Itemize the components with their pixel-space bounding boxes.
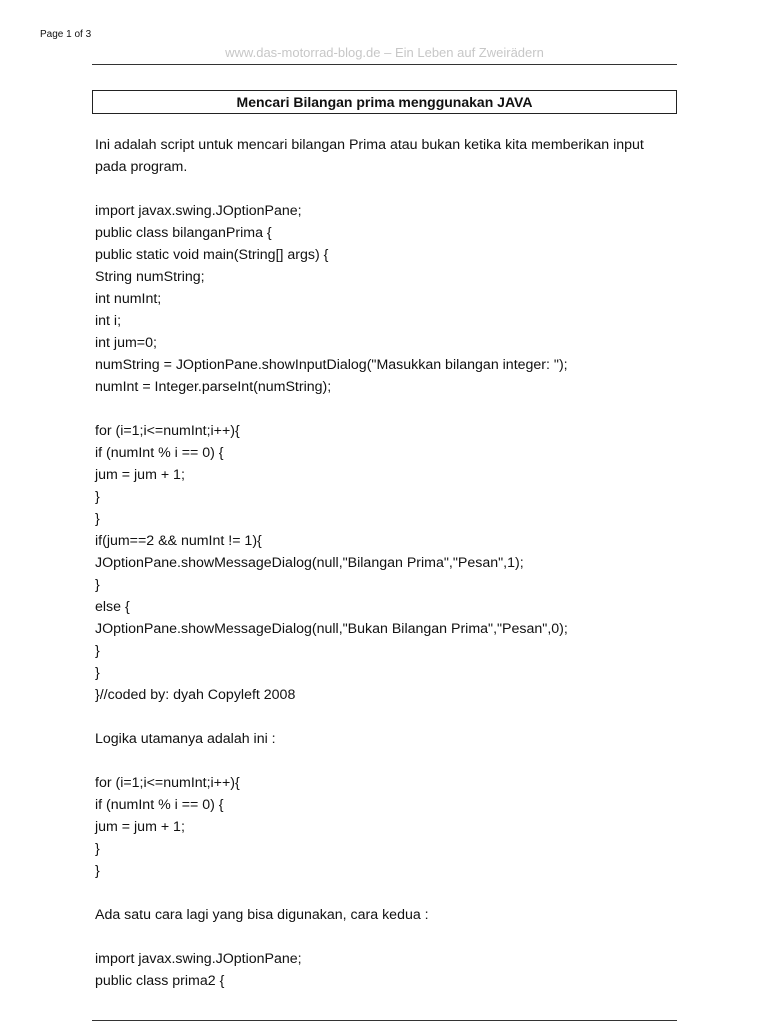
code-block-1b bbox=[95, 420, 675, 706]
code-line: import javax.swing.JOptionPane; bbox=[95, 951, 302, 967]
code-line: numInt = Integer.parseInt(numString); bbox=[95, 379, 332, 395]
code-line: JOptionPane.showMessageDialog(null,"Bilangan Prima","Pesan",1); bbox=[95, 555, 524, 571]
footer-divider bbox=[92, 1020, 677, 1021]
code-line: public class bilanganPrima { bbox=[95, 225, 272, 241]
document-body bbox=[95, 134, 675, 1014]
code-line: JOptionPane.showMessageDialog(null,"Bukan Bilangan Prima","Pesan",0); bbox=[95, 621, 568, 637]
code-block-2 bbox=[95, 772, 675, 882]
code-line: jum = jum + 1; bbox=[95, 467, 185, 483]
code-line: else { bbox=[95, 599, 130, 615]
header-divider bbox=[92, 64, 677, 65]
code-line: }//coded by: dyah Copyleft 2008 bbox=[95, 687, 296, 703]
code-block-1a bbox=[95, 200, 675, 398]
site-url-header: www.das-motorrad-blog.de – Ein Leben auf Zweirädern bbox=[225, 45, 544, 60]
code-line: if (numInt % i == 0) { bbox=[95, 445, 224, 461]
code-line: } bbox=[95, 511, 100, 527]
logic-heading: Logika utamanya adalah ini : bbox=[95, 731, 276, 747]
code-line: jum = jum + 1; bbox=[95, 819, 185, 835]
intro-paragraph: Ini adalah script untuk mencari bilangan Prima atau bukan ketika kita memberikan input pada program. bbox=[95, 137, 644, 175]
code-line: if (numInt % i == 0) { bbox=[95, 797, 224, 813]
code-line: } bbox=[95, 577, 100, 593]
code-line: String numString; bbox=[95, 269, 205, 285]
code-line: public static void main(String[] args) { bbox=[95, 247, 329, 263]
second-way-heading: Ada satu cara lagi yang bisa digunakan, cara kedua : bbox=[95, 907, 429, 923]
code-line: int jum=0; bbox=[95, 335, 157, 351]
code-line: for (i=1;i<=numInt;i++){ bbox=[95, 775, 240, 791]
page-indicator: Page 1 of 3 bbox=[40, 29, 92, 40]
code-line: } bbox=[95, 489, 100, 505]
code-line: int numInt; bbox=[95, 291, 162, 307]
code-block-3 bbox=[95, 948, 675, 992]
code-line: int i; bbox=[95, 313, 122, 329]
code-line: } bbox=[95, 665, 100, 681]
document-title: Mencari Bilangan prima menggunakan JAVA bbox=[92, 90, 677, 114]
code-line: } bbox=[95, 841, 100, 857]
code-line: numString = JOptionPane.showInputDialog("Masukkan bilangan integer: "); bbox=[95, 357, 568, 373]
code-line: } bbox=[95, 643, 100, 659]
code-line: for (i=1;i<=numInt;i++){ bbox=[95, 423, 240, 439]
code-line: import javax.swing.JOptionPane; bbox=[95, 203, 302, 219]
code-line: public class prima2 { bbox=[95, 973, 225, 989]
code-line: } bbox=[95, 863, 100, 879]
code-line: if(jum==2 && numInt != 1){ bbox=[95, 533, 262, 549]
